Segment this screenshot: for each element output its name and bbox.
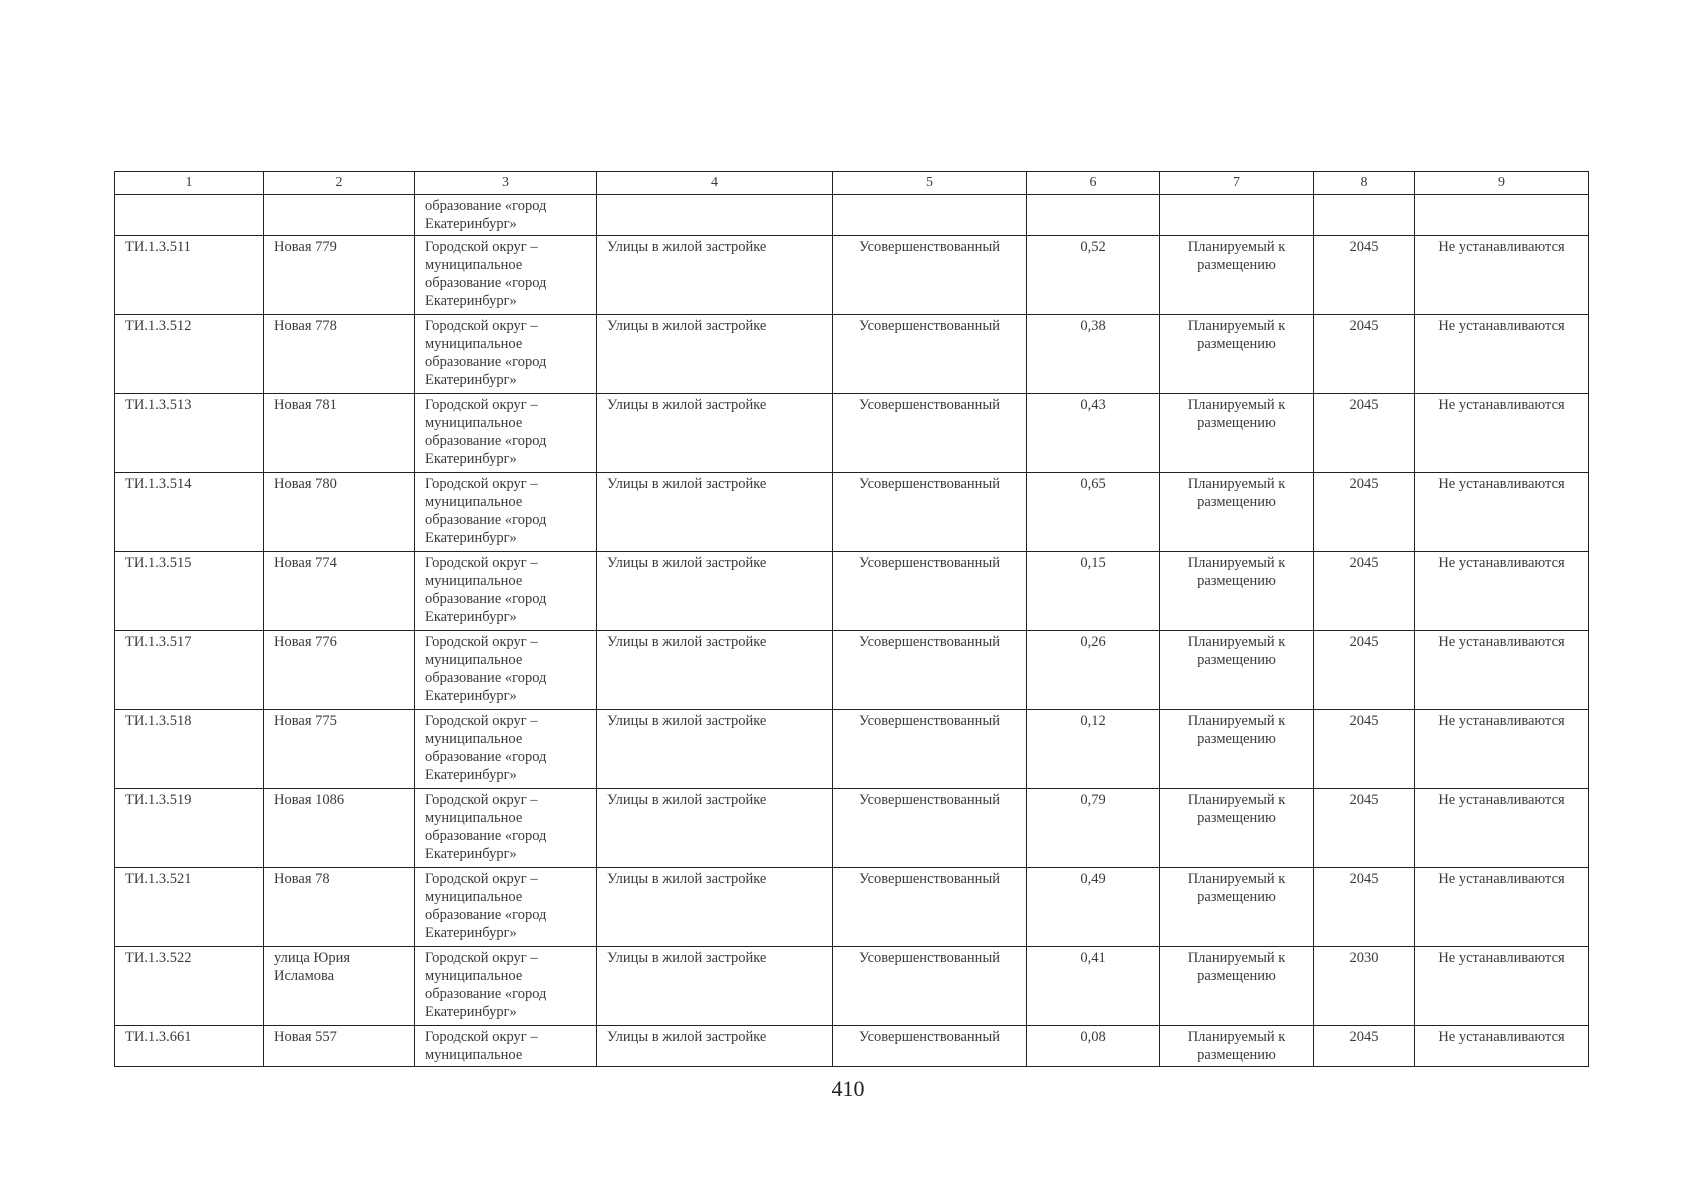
table-cell: Не устанавливаются [1415, 552, 1589, 631]
table-cell: Улицы в жилой застройке [597, 631, 833, 710]
table-cell: Городской округ – муниципальное образование «город Екатеринбург» [415, 315, 597, 394]
table-cell [115, 195, 264, 236]
table-cell: ТИ.1.3.514 [115, 473, 264, 552]
table-cell: Не устанавливаются [1415, 394, 1589, 473]
table-cell: Городской округ – муниципальное образование «город Екатеринбург» [415, 710, 597, 789]
table-cell: Городской округ – муниципальное образование «город Екатеринбург» [415, 473, 597, 552]
table-cell: 0,52 [1027, 236, 1160, 315]
table-cell: 2045 [1314, 789, 1415, 868]
page-number: 410 [831, 1076, 865, 1101]
table-cell [1415, 195, 1589, 236]
table-cell: Усовершенствованный [833, 552, 1027, 631]
table-cell [597, 195, 833, 236]
table-row [115, 1026, 1589, 1067]
table-cell: Усовершенствованный [833, 394, 1027, 473]
table-cell: Не устанавливаются [1415, 947, 1589, 1026]
table-cell: 0,79 [1027, 789, 1160, 868]
table-cell: Планируемый к размещению [1160, 394, 1314, 473]
column-number: 1 [115, 172, 264, 195]
table-cell: Не устанавливаются [1415, 1026, 1589, 1067]
column-number: 4 [597, 172, 833, 195]
continuation-row [115, 195, 1589, 236]
table-cell: Улицы в жилой застройке [597, 710, 833, 789]
table-cell: ТИ.1.3.517 [115, 631, 264, 710]
table-cell: Планируемый к размещению [1160, 868, 1314, 947]
table-cell: Усовершенствованный [833, 631, 1027, 710]
table-cell: Новая 1086 [264, 789, 415, 868]
table-cell: 0,26 [1027, 631, 1160, 710]
table-row [115, 473, 1589, 552]
table-cell: Новая 781 [264, 394, 415, 473]
table-cell: Усовершенствованный [833, 710, 1027, 789]
table-row [115, 947, 1589, 1026]
table-cell: ТИ.1.3.519 [115, 789, 264, 868]
table-cell: Новая 778 [264, 315, 415, 394]
column-number-row [115, 172, 1589, 195]
table-cell: Городской округ – муниципальное образование «город Екатеринбург» [415, 552, 597, 631]
table-cell: ТИ.1.3.521 [115, 868, 264, 947]
table-row [115, 236, 1589, 315]
table-cell: Новая 776 [264, 631, 415, 710]
table-cell: Улицы в жилой застройке [597, 1026, 833, 1067]
table-cell: 2045 [1314, 473, 1415, 552]
table-cell: Планируемый к размещению [1160, 552, 1314, 631]
table-cell: Новая 775 [264, 710, 415, 789]
table-cell: 0,41 [1027, 947, 1160, 1026]
table-cell: Городской округ – муниципальное образование «город Екатеринбург» [415, 394, 597, 473]
table-cell: ТИ.1.3.522 [115, 947, 264, 1026]
table-cell: 2045 [1314, 315, 1415, 394]
table-cell: Улицы в жилой застройке [597, 473, 833, 552]
table-cell: Усовершенствованный [833, 1026, 1027, 1067]
table-row [115, 710, 1589, 789]
table-cell: ТИ.1.3.512 [115, 315, 264, 394]
table-cell: 2045 [1314, 868, 1415, 947]
table-cell: 0,65 [1027, 473, 1160, 552]
column-number: 5 [833, 172, 1027, 195]
table-cell: Городской округ – муниципальное образование «город Екатеринбург» [415, 789, 597, 868]
table-cell: 2045 [1314, 1026, 1415, 1067]
table-cell: ТИ.1.3.518 [115, 710, 264, 789]
table-cell: Планируемый к размещению [1160, 236, 1314, 315]
table-cell: Улицы в жилой застройке [597, 947, 833, 1026]
table-cell: 2045 [1314, 710, 1415, 789]
column-number: 3 [415, 172, 597, 195]
table-cell: Планируемый к размещению [1160, 947, 1314, 1026]
column-number: 6 [1027, 172, 1160, 195]
table-cell: Городской округ – муниципальное образование «город Екатеринбург» [415, 236, 597, 315]
column-number: 7 [1160, 172, 1314, 195]
table-cell: Улицы в жилой застройке [597, 236, 833, 315]
table-cell: 0,15 [1027, 552, 1160, 631]
table-cell: 0,49 [1027, 868, 1160, 947]
table-cell: Планируемый к размещению [1160, 473, 1314, 552]
table-row [115, 789, 1589, 868]
table-cell: Новая 557 [264, 1026, 415, 1067]
table-row [115, 868, 1589, 947]
table-cell: образование «город Екатеринбург» [415, 195, 597, 236]
table-row [115, 315, 1589, 394]
column-number: 9 [1415, 172, 1589, 195]
table-cell: Городской округ – муниципальное образование «город Екатеринбург» [415, 868, 597, 947]
table-cell [264, 195, 415, 236]
table-cell: Новая 780 [264, 473, 415, 552]
table-cell: 0,08 [1027, 1026, 1160, 1067]
table-cell: Городской округ – муниципальное [415, 1026, 597, 1067]
table-cell: Планируемый к размещению [1160, 789, 1314, 868]
column-number: 2 [264, 172, 415, 195]
road-objects-table [114, 171, 1589, 1067]
table-cell: Не устанавливаются [1415, 789, 1589, 868]
table-cell: Новая 78 [264, 868, 415, 947]
table-cell [833, 195, 1027, 236]
table-cell: Усовершенствованный [833, 236, 1027, 315]
column-number: 8 [1314, 172, 1415, 195]
table-cell: Усовершенствованный [833, 789, 1027, 868]
table-cell: Усовершенствованный [833, 947, 1027, 1026]
table-cell: Планируемый к размещению [1160, 710, 1314, 789]
table-cell: Не устанавливаются [1415, 315, 1589, 394]
table-cell: Улицы в жилой застройке [597, 394, 833, 473]
table-cell: Улицы в жилой застройке [597, 868, 833, 947]
table-cell: Городской округ – муниципальное образование «город Екатеринбург» [415, 631, 597, 710]
table-row [115, 394, 1589, 473]
table-cell: 2045 [1314, 552, 1415, 631]
table-cell: Усовершенствованный [833, 473, 1027, 552]
table-cell: ТИ.1.3.515 [115, 552, 264, 631]
table-cell: Не устанавливаются [1415, 631, 1589, 710]
table-cell: Не устанавливаются [1415, 473, 1589, 552]
table-cell [1160, 195, 1314, 236]
table-cell: 0,38 [1027, 315, 1160, 394]
table-cell [1314, 195, 1415, 236]
table-cell: 2030 [1314, 947, 1415, 1026]
table-cell: Не устанавливаются [1415, 868, 1589, 947]
table-cell: 2045 [1314, 631, 1415, 710]
table-cell: улица Юрия Исламова [264, 947, 415, 1026]
table-cell: Планируемый к размещению [1160, 315, 1314, 394]
table-cell: Не устанавливаются [1415, 236, 1589, 315]
table-cell: ТИ.1.3.513 [115, 394, 264, 473]
table-cell: Улицы в жилой застройке [597, 552, 833, 631]
table-cell: ТИ.1.3.511 [115, 236, 264, 315]
table-cell: Новая 779 [264, 236, 415, 315]
table-cell [1027, 195, 1160, 236]
table-cell: ТИ.1.3.661 [115, 1026, 264, 1067]
table-cell: Не устанавливаются [1415, 710, 1589, 789]
table-cell: 0,43 [1027, 394, 1160, 473]
table-cell: Планируемый к размещению [1160, 631, 1314, 710]
table-cell: Улицы в жилой застройке [597, 789, 833, 868]
table-cell: Новая 774 [264, 552, 415, 631]
table-cell: Улицы в жилой застройке [597, 315, 833, 394]
table-cell: Городской округ – муниципальное образование «город Екатеринбург» [415, 947, 597, 1026]
table-cell: Усовершенствованный [833, 868, 1027, 947]
table-cell: 0,12 [1027, 710, 1160, 789]
table-cell: 2045 [1314, 236, 1415, 315]
table-row [115, 631, 1589, 710]
table-row [115, 552, 1589, 631]
table-cell: 2045 [1314, 394, 1415, 473]
table-cell: Усовершенствованный [833, 315, 1027, 394]
table-cell: Планируемый к размещению [1160, 1026, 1314, 1067]
